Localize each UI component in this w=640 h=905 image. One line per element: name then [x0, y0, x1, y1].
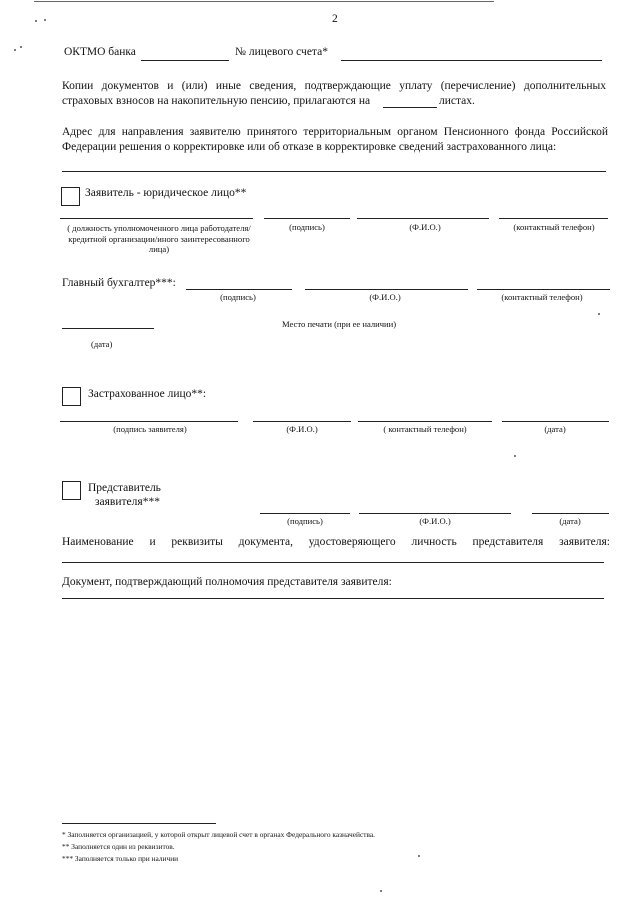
address-field[interactable] — [62, 171, 606, 172]
chief-accountant-signature-field[interactable] — [186, 289, 292, 290]
legal-entity-phone-caption: (контактный телефон) — [513, 222, 595, 232]
legal-entity-phone-field[interactable] — [499, 218, 608, 219]
insured-date-caption: (дата) — [544, 424, 566, 434]
address-text-line1: Адрес для направления заявителю принятого территориальным органом Пенсионного фонда Российской — [62, 126, 608, 138]
insured-person-label: Застрахованное лицо**: — [88, 388, 207, 400]
legal-entity-signature-field[interactable] — [264, 218, 350, 219]
legal-entity-label: Заявитель - юридическое лицо** — [85, 187, 247, 199]
account-number-field[interactable] — [341, 60, 602, 61]
chief-accountant-phone-caption: (контактный телефон) — [501, 292, 583, 302]
legal-entity-name-caption: (Ф.И.О.) — [409, 222, 441, 232]
sheets-count-field[interactable] — [383, 107, 437, 108]
scan-speck — [44, 19, 46, 21]
representative-signature-caption: (подпись) — [287, 516, 323, 526]
representative-label-line2: заявителя*** — [95, 496, 160, 508]
legal-entity-position-field[interactable] — [60, 218, 253, 219]
footnote-1: * Заполняется организацией, у которой открыт лицевой счет в органах Федерального казначейства. — [62, 830, 375, 839]
representative-authority-doc-text: Документ, подтверждающий полномочия представителя заявителя: — [62, 576, 392, 588]
chief-accountant-signature-caption: (подпись) — [220, 292, 256, 302]
page-number: 2 — [332, 13, 338, 25]
scan-speck — [14, 49, 16, 51]
scan-speck — [380, 890, 382, 892]
chief-accountant-name-caption: (Ф.И.О.) — [369, 292, 401, 302]
stamp-date-caption: (дата) — [91, 339, 113, 349]
chief-accountant-label: Главный бухгалтер***: — [62, 277, 176, 289]
address-text-line2: Федерации решения о корректировке или об отказе в корректировке сведений застрахованного лица: — [62, 141, 557, 153]
representative-id-doc-field[interactable] — [62, 562, 604, 563]
representative-authority-doc-field[interactable] — [62, 598, 604, 599]
chief-accountant-name-field[interactable] — [305, 289, 468, 290]
legal-entity-name-field[interactable] — [357, 218, 489, 219]
scan-speck — [35, 20, 37, 22]
footnote-2: ** Заполняется один из реквизитов. — [62, 842, 175, 851]
stamp-date-field[interactable] — [62, 328, 154, 329]
footnote-3: *** Заполняется только при наличии — [62, 854, 179, 863]
representative-name-caption: (Ф.И.О.) — [419, 516, 451, 526]
scan-speck — [598, 313, 600, 315]
legal-entity-checkbox[interactable] — [61, 187, 80, 206]
representative-signature-field[interactable] — [260, 513, 350, 514]
oktmo-field[interactable] — [141, 60, 229, 61]
stamp-place-caption: Место печати (при ее наличии) — [282, 319, 397, 329]
insured-signature-field[interactable] — [60, 421, 238, 422]
insured-date-field[interactable] — [502, 421, 609, 422]
representative-name-field[interactable] — [359, 513, 511, 514]
representative-id-doc-text: Наименование и реквизиты документа, удостоверяющего личность представителя заявителя: — [62, 536, 610, 548]
chief-accountant-phone-field[interactable] — [477, 289, 610, 290]
footnote-separator — [62, 823, 216, 824]
scan-speck — [20, 46, 22, 48]
copies-text-prefix: страховых взносов на накопительную пенсию, прилагаются на — [62, 95, 371, 107]
insured-signature-caption: (подпись заявителя) — [113, 424, 187, 434]
representative-label-line1: Представитель — [88, 482, 161, 494]
copies-text-suffix: листах. — [439, 95, 475, 107]
copies-text-line1: Копии документов и (или) иные сведения, подтверждающие уплату (перечисление) дополнительных — [62, 80, 606, 92]
representative-date-field[interactable] — [532, 513, 609, 514]
insured-person-checkbox[interactable] — [62, 387, 81, 406]
legal-entity-position-caption: ( должность уполномоченного лица работодателя/ кредитной организации/иного заинтересованного лица) — [67, 223, 251, 254]
scan-speck — [418, 855, 420, 857]
representative-checkbox[interactable] — [62, 481, 81, 500]
scan-speck — [514, 455, 516, 457]
insured-phone-field[interactable] — [358, 421, 492, 422]
insured-name-field[interactable] — [253, 421, 351, 422]
representative-date-caption: (дата) — [559, 516, 581, 526]
insured-phone-caption: ( контактный телефон) — [383, 424, 467, 434]
top-edge-line — [34, 1, 494, 2]
account-number-label: № лицевого счета* — [235, 46, 328, 58]
oktmo-label: ОКТМО банка — [64, 46, 136, 58]
legal-entity-signature-caption: (подпись) — [289, 222, 325, 232]
insured-name-caption: (Ф.И.О.) — [286, 424, 318, 434]
